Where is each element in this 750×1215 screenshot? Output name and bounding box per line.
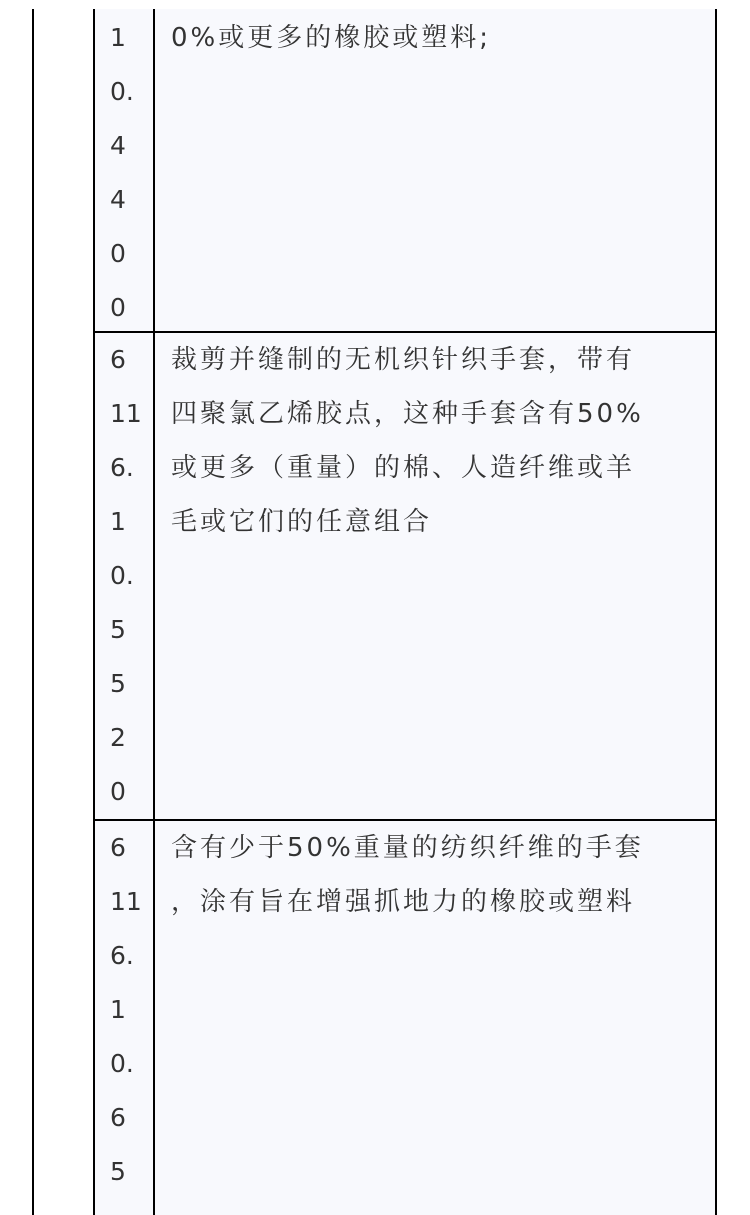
code-char: 0. xyxy=(110,1049,134,1078)
tariff-code-cell xyxy=(95,333,155,819)
description-line: 或更多（重量）的棉、人造纤维或羊 xyxy=(171,453,636,483)
table-left-column xyxy=(32,9,95,1215)
code-char: 1 xyxy=(110,995,126,1024)
code-char: 6. xyxy=(110,941,134,970)
description-line: 毛或它们的任意组合 xyxy=(171,507,433,537)
description-line: 四聚氯乙烯胶点，这种手套含有50% xyxy=(171,399,644,429)
code-char: 5 xyxy=(110,669,126,698)
code-char: 0. xyxy=(110,561,134,590)
code-char: 6 xyxy=(110,345,126,374)
code-char: 2 xyxy=(110,723,126,752)
code-char: 4 xyxy=(110,131,126,160)
code-char: 0. xyxy=(110,77,134,106)
table-row xyxy=(95,821,715,1215)
code-char: 11 xyxy=(110,887,142,916)
code-char: 11 xyxy=(110,399,142,428)
code-char: 4 xyxy=(110,185,126,214)
code-char: 0 xyxy=(110,239,126,268)
code-char: 1 xyxy=(110,23,126,52)
description-cell xyxy=(157,9,715,331)
table-row xyxy=(95,333,715,819)
table-right-border xyxy=(715,9,717,1215)
description-line: ，涂有旨在增强抓地力的橡胶或塑料 xyxy=(171,887,636,917)
code-char: 0 xyxy=(110,777,126,806)
description-line: 0%或更多的橡胶或塑料; xyxy=(171,23,492,53)
code-char: 5 xyxy=(110,1157,126,1186)
description-cell xyxy=(157,333,715,819)
code-char: 6. xyxy=(110,453,134,482)
tariff-code-cell xyxy=(95,9,155,331)
code-char: 1 xyxy=(110,507,126,536)
tariff-code-cell xyxy=(95,821,155,1215)
description-cell xyxy=(157,821,715,1215)
description-line: 含有少于50%重量的纺织纤维的手套 xyxy=(171,833,644,863)
code-char: 6 xyxy=(110,1103,126,1132)
description-line: 裁剪并缝制的无机织针织手套，带有 xyxy=(171,345,636,375)
code-char: 0 xyxy=(110,293,126,322)
table-row xyxy=(95,9,715,331)
code-char: 5 xyxy=(110,615,126,644)
code-char: 6 xyxy=(110,833,126,862)
